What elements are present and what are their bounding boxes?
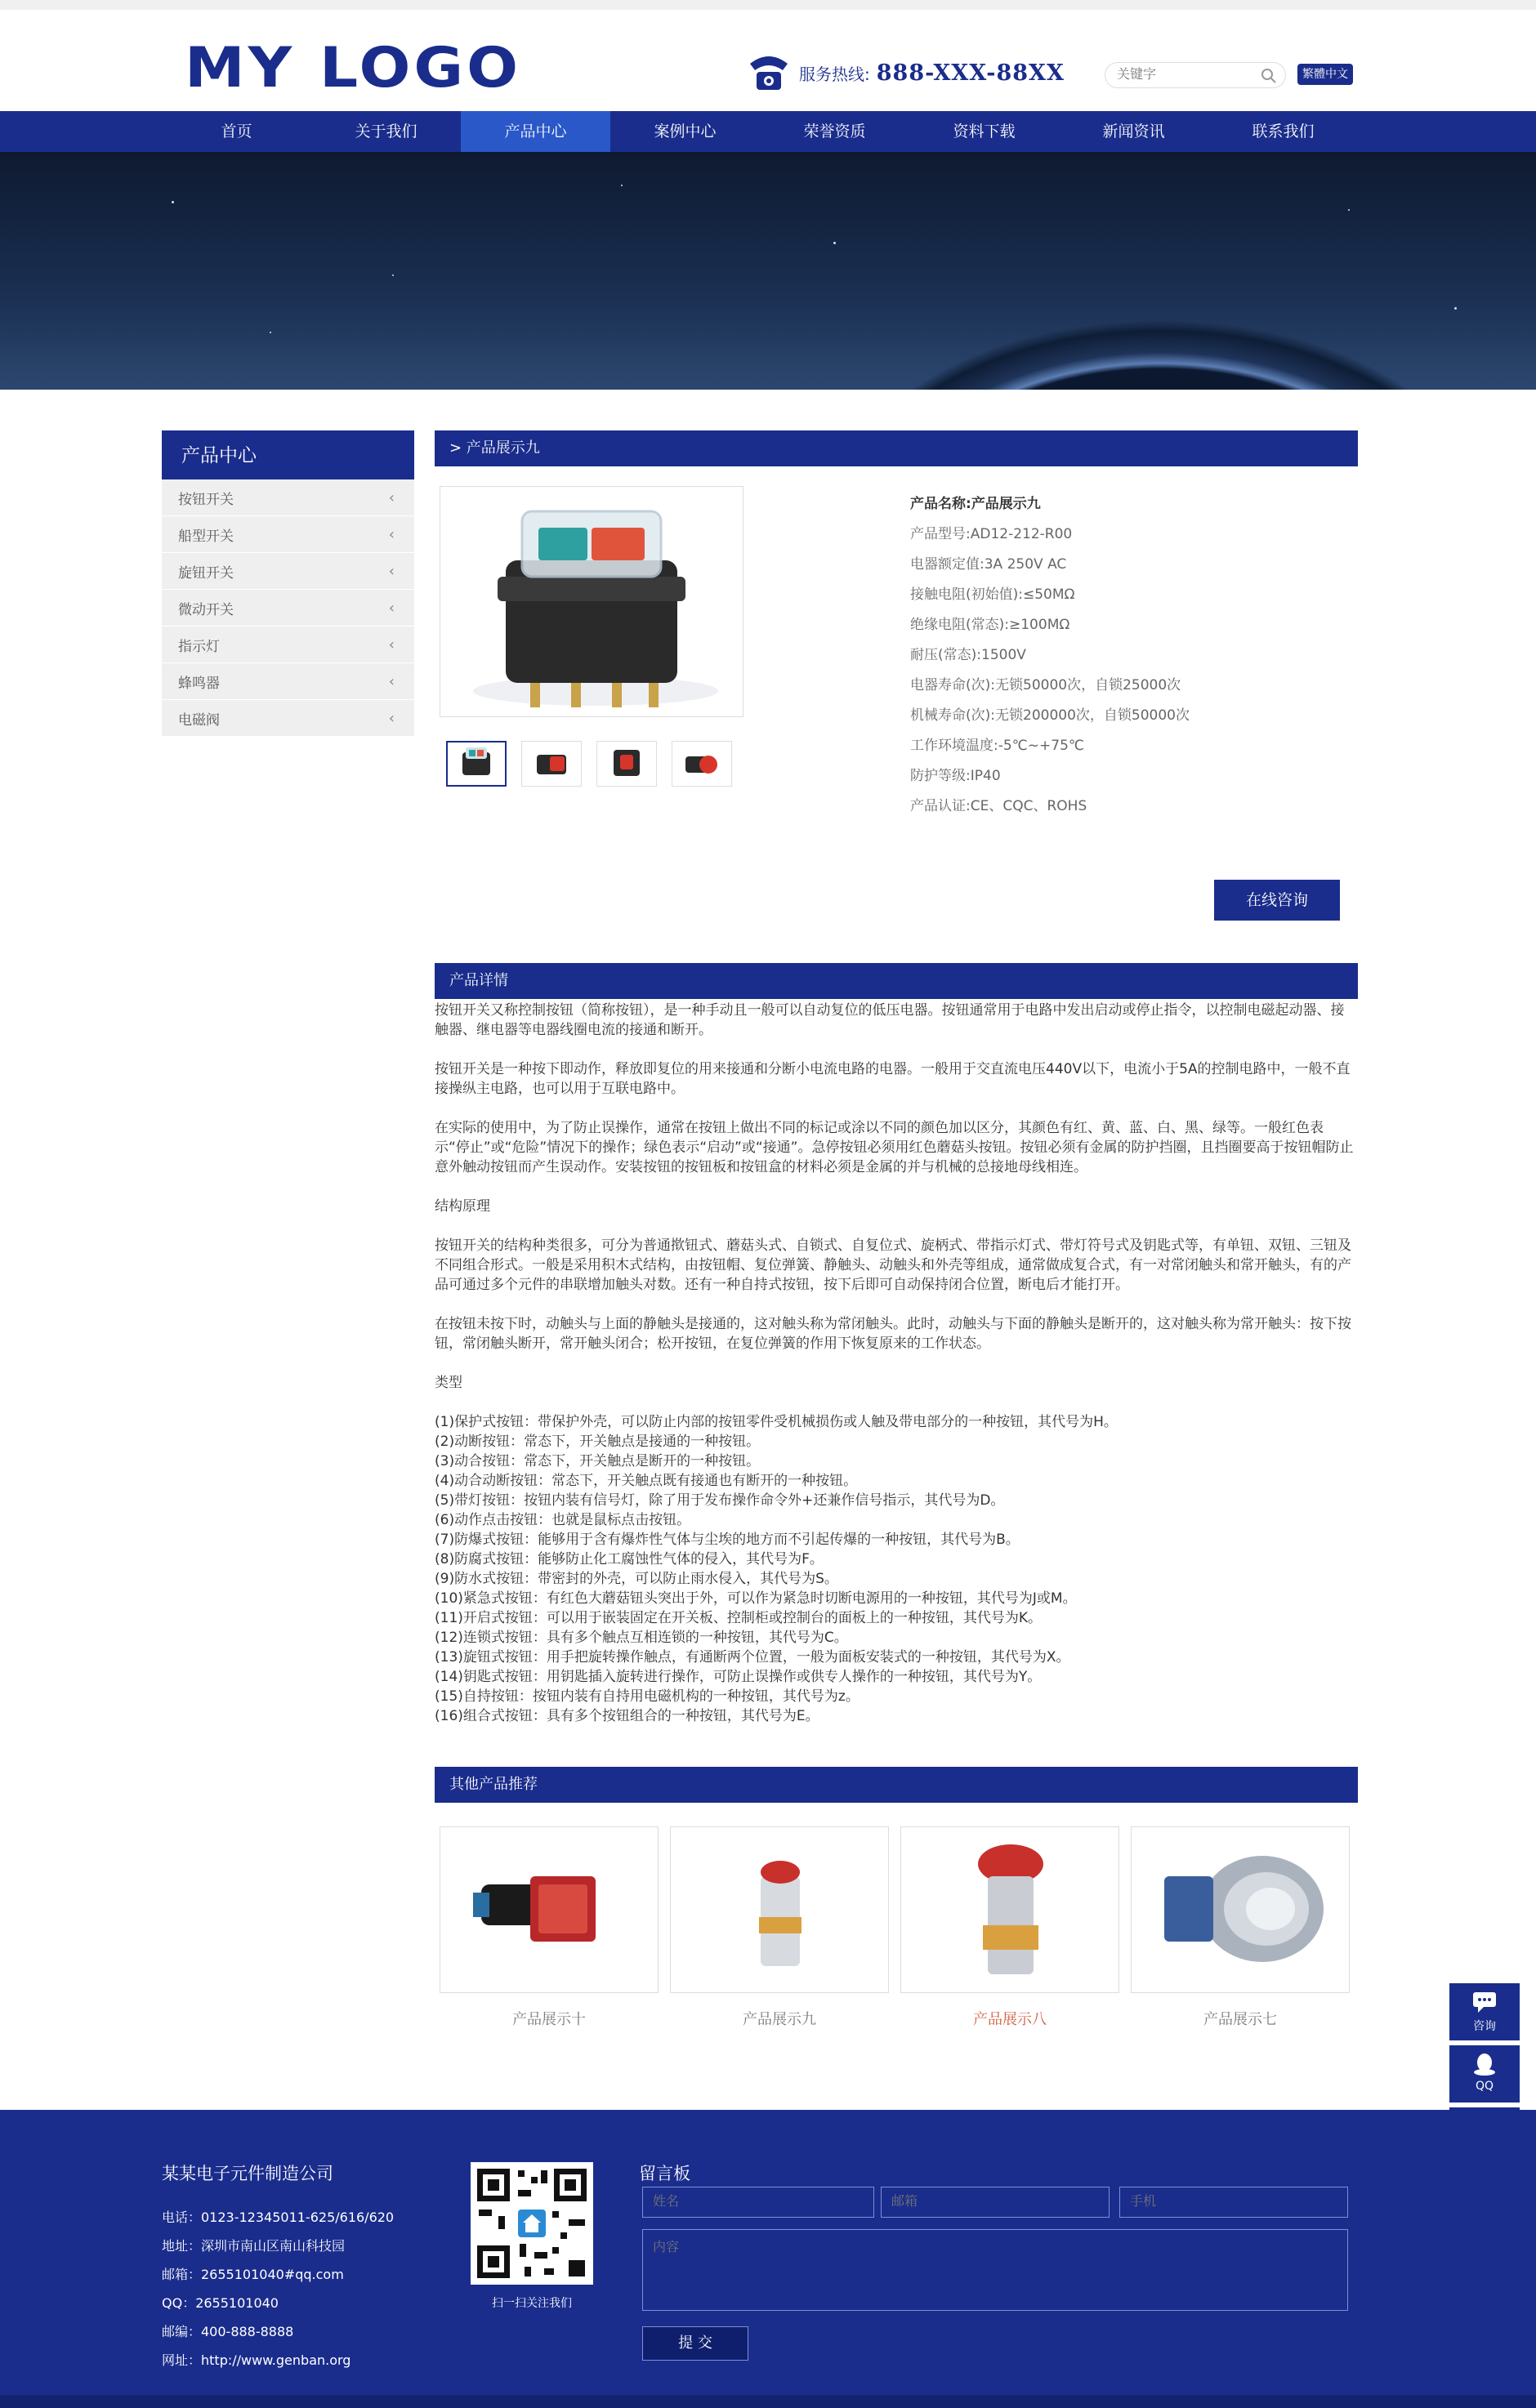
- recommend-list: [440, 1826, 1350, 2029]
- nav-item-about[interactable]: 关于我们: [355, 123, 417, 140]
- footer-info-line[interactable]: 网址：http://www.genban.org: [162, 2352, 351, 2368]
- footer-info-line: 邮箱：2655101040#qq.com: [162, 2267, 344, 2282]
- sidebar-item-label: 旋钮开关: [178, 564, 234, 582]
- footer-company-name: 某某电子元件制造公司: [162, 2164, 333, 2183]
- sidebar: [162, 430, 414, 737]
- sidebar-item-rocker[interactable]: [162, 516, 414, 553]
- nav-item-news[interactable]: 新闻资讯: [1102, 123, 1165, 140]
- recommend-card[interactable]: [900, 1826, 1119, 2029]
- detail-paragraph: 按钮开关的结构种类很多，可分为普通揿钮式、蘑菇头式、自锁式、自复位式、旋柄式、带指示灯式、带灯符号式及钥匙式等，有单钮、双钮、三钮及不同组合形式。一般是采用积木式结构，由按钮帽、复位弹簧、静触头、动触头和外壳等组成，通常做成复合式，有一对常闭触头和常开触头，有的产品可通过多个元件的串联增加触头对数。还有一种自持式按钮，按下后即可自动保持闭合位置，断电后才能打开。: [435, 1237, 1351, 1293]
- detail-heading: 类型: [435, 1375, 462, 1391]
- list-item: (9)防水式按钮：带密封的外壳，可以防止雨水侵入，其代号为S。: [435, 1571, 838, 1587]
- phone-icon: [745, 52, 793, 93]
- thumbnail-3[interactable]: [596, 741, 657, 787]
- chevron-left-icon: ‹: [388, 709, 395, 727]
- recommend-image[interactable]: [900, 1826, 1119, 1993]
- list-item: (16)组合式按钮：具有多个按钮组合的一种按钮，其代号为E。: [435, 1708, 819, 1724]
- list-item: (6)动作点击按钮：也就是鼠标点击按钮。: [435, 1512, 691, 1528]
- banner-image: [0, 152, 1536, 390]
- list-item: (13)旋钮式按钮：用手把旋转操作触点，有通断两个位置，一般为面板安装式的一种按钮，其代号为X。: [435, 1649, 1070, 1666]
- spec-row: 绝缘电阻(常态):≥100MΩ: [910, 617, 1070, 633]
- email-field[interactable]: [881, 2187, 1110, 2218]
- recommend-image[interactable]: [440, 1826, 659, 1993]
- main-nav: [0, 111, 1536, 152]
- detail-paragraph: 按钮开关是一种按下即动作，释放即复位的用来接通和分断小电流电路的电器。一般用于交直流电压440V以下，电流小于5A的控制电路中，一般不直接操纵主电路，也可以用于互联电路中。: [435, 1061, 1351, 1097]
- spec-row: 耐压(常态):1500V: [910, 647, 1026, 663]
- sidebar-item-indicator[interactable]: [162, 627, 414, 663]
- recommend-caption[interactable]: 产品展示十: [512, 2011, 586, 2028]
- spec-row: 防护等级:IP40: [910, 768, 1001, 784]
- detail-section-title: 产品详情: [435, 963, 1358, 999]
- spec-row: 产品认证:CE、CQC、ROHS: [910, 798, 1087, 814]
- thumbnail-2[interactable]: [521, 741, 582, 787]
- spec-row: 电器额定值:3A 250V AC: [910, 556, 1067, 573]
- chevron-left-icon: ‹: [388, 562, 395, 580]
- nav-item-products[interactable]: 产品中心: [461, 111, 610, 152]
- footer-info-line: 电话：0123-12345011-625/616/620: [162, 2210, 395, 2225]
- nav-item-honors[interactable]: 荣誉资质: [803, 123, 866, 140]
- sidebar-item-label: 蜂鸣器: [178, 675, 220, 692]
- recommend-section-title: 其他产品推荐: [435, 1767, 1358, 1803]
- breadcrumb: > 产品展示九: [435, 430, 1358, 466]
- message-board-title: 留言板: [639, 2164, 690, 2183]
- detail-paragraph: 在按钮未按下时，动触头与上面的静触头是接通的，这对触头称为常闭触头。此时，动触头与下面的静触头是断开的，这对触头称为常开触头：按下按钮，常闭触头断开，常开触头闭合；松开按钮，在复位弹簧的作用下恢复原来的工作状态。: [435, 1316, 1351, 1352]
- footer: [0, 2110, 1536, 2408]
- detail-heading: 结构原理: [435, 1198, 490, 1215]
- list-item: (2)动断按钮：常态下，开关触点是接通的一种按钮。: [435, 1434, 761, 1450]
- sidebar-item-label: 指示灯: [178, 638, 220, 655]
- list-item: (15)自持按钮：按钮内装有自持用电磁机构的一种按钮，其代号为z。: [435, 1688, 860, 1705]
- language-switch-button[interactable]: 繁體中文: [1297, 64, 1353, 85]
- sidebar-item-buzzer[interactable]: [162, 663, 414, 700]
- recommend-image[interactable]: [670, 1826, 889, 1993]
- sidebar-item-solenoid[interactable]: [162, 700, 414, 737]
- spec-row: 机械寿命(次):无锁200000次，自锁50000次: [910, 707, 1190, 724]
- recommend-caption[interactable]: 产品展示八: [973, 2011, 1047, 2028]
- sidebar-item-label: 船型开关: [178, 528, 234, 545]
- recommend-card[interactable]: [670, 1826, 889, 2029]
- nav-item-cases[interactable]: 案例中心: [654, 123, 717, 140]
- detail-paragraph: 按钮开关又称控制按钮（简称按钮），是一种手动且一般可以自动复位的低压电器。按钮通常用于电路中发出启动或停止指令，以控制电磁起动器、接触器、继电器等电器线圈电流的接通和断开。: [435, 1002, 1345, 1038]
- sidebar-item-push-button[interactable]: [162, 479, 414, 516]
- search-icon[interactable]: [1261, 68, 1277, 84]
- online-consult-button[interactable]: 在线咨询: [1214, 880, 1340, 921]
- site-logo[interactable]: MY LOGO: [185, 35, 522, 100]
- header: [0, 10, 1536, 111]
- content-field[interactable]: [642, 2229, 1348, 2311]
- footer-info-line: QQ：2655101040: [162, 2295, 279, 2311]
- recommend-caption[interactable]: 产品展示七: [1203, 2011, 1277, 2028]
- float-qq-button[interactable]: [1449, 2045, 1520, 2103]
- search-box: [1105, 62, 1286, 88]
- float-qq-label: QQ: [1475, 2080, 1494, 2093]
- detail-paragraph: 在实际的使用中，为了防止误操作，通常在按钮上做出不同的标记或涂以不同的颜色加以区分，其颜色有红、黄、蓝、白、黑、绿等。一般红色表示“停止”或“危险”情况下的操作；绿色表示“启动”或“接通”。急停按钮必须用红色蘑菇头按钮。按钮必须有金属的防护挡圈，且挡圈要高于按钮帽防止意外触动按钮而产生误动作。安装按钮的按钮板和按钮盒的材料必须是金属的并与机械的总接地母线相连。: [435, 1120, 1354, 1175]
- sidebar-item-label: 微动开关: [178, 601, 234, 618]
- list-item: (7)防爆式按钮：能够用于含有爆炸性气体与尘埃的地方而不引起传爆的一种按钮，其代号为B。: [435, 1532, 1020, 1548]
- thumbnail-1[interactable]: [446, 741, 507, 787]
- list-item: (10)紧急式按钮：有红色大蘑菇钮头突出于外，可以作为紧急时切断电源用的一种按钮，其代号为J或M。: [435, 1590, 1077, 1607]
- footer-info-line: 地址：深圳市南山区南山科技园: [162, 2238, 346, 2254]
- thumbnail-strip: [446, 741, 732, 787]
- top-strip: [0, 0, 1536, 10]
- spec-row: 工作环境温度:-5℃~+75℃: [910, 738, 1084, 754]
- footer-info-line: 邮编：400-888-8888: [162, 2324, 294, 2339]
- chat-icon: [1471, 1990, 1498, 2014]
- phone-field[interactable]: [1119, 2187, 1348, 2218]
- list-item: (12)连锁式按钮：具有多个触点互相连锁的一种按钮，其代号为C。: [435, 1630, 848, 1646]
- nav-item-contact[interactable]: 联系我们: [1252, 123, 1315, 140]
- chevron-left-icon: ‹: [388, 672, 395, 690]
- hotline-number: 888-XXX-88XX: [876, 60, 1065, 86]
- sidebar-item-label: 按钮开关: [178, 491, 234, 508]
- product-main-image[interactable]: [440, 486, 743, 717]
- nav-item-downloads[interactable]: 资料下载: [953, 123, 1016, 140]
- recommend-caption[interactable]: 产品展示九: [743, 2011, 816, 2028]
- recommend-image[interactable]: [1131, 1826, 1350, 1993]
- chevron-left-icon: ‹: [388, 525, 395, 543]
- float-consult-label: 咨询: [1473, 2020, 1496, 2033]
- submit-button[interactable]: 提 交: [642, 2326, 748, 2361]
- sidebar-item-label: 电磁阀: [178, 711, 220, 729]
- chevron-left-icon: ‹: [388, 599, 395, 617]
- footer-contact-info: [162, 2203, 394, 2375]
- thumbnail-4[interactable]: [672, 741, 732, 787]
- nav-item-home[interactable]: 首页: [221, 123, 252, 140]
- list-item: (14)钥匙式按钮：用钥匙插入旋转进行操作，可防止误操作或供专人操作的一种按钮，其代号为Y。: [435, 1669, 1042, 1685]
- spec-row: 产品型号:AD12-212-R00: [910, 526, 1073, 542]
- spec-row: 产品名称:产品展示九: [910, 496, 1041, 512]
- list-item: (3)动合按钮：常态下，开关触点是断开的一种按钮。: [435, 1453, 761, 1469]
- qq-icon: [1471, 2052, 1498, 2076]
- list-item: (5)带灯按钮：按钮内装有信号灯，除了用于发布操作命令外+还兼作信号指示，其代号为D。: [435, 1492, 1005, 1509]
- name-field[interactable]: [642, 2187, 874, 2218]
- list-item: (4)动合动断按钮：常态下，开关触点既有接通也有断开的一种按钮。: [435, 1473, 858, 1489]
- recommend-card[interactable]: [440, 1826, 659, 2029]
- float-consult-button[interactable]: [1449, 1983, 1520, 2040]
- list-item: (1)保护式按钮：带保护外壳，可以防止内部的按钮零件受机械损伤或人触及带电部分的一种按钮，其代号为H。: [435, 1414, 1118, 1430]
- hotline-label: 服务热线:: [799, 64, 870, 84]
- chevron-left-icon: ‹: [388, 635, 395, 653]
- main-content: [435, 430, 1358, 2028]
- spec-row: 接触电阻(初始值):≤50MΩ: [910, 586, 1075, 603]
- sidebar-item-micro[interactable]: [162, 590, 414, 627]
- spec-row: 电器寿命(次):无锁50000次，自锁25000次: [910, 677, 1181, 693]
- list-item: (8)防腐式按钮：能够防止化工腐蚀性气体的侵入，其代号为F。: [435, 1551, 824, 1567]
- chevron-left-icon: ‹: [388, 488, 395, 506]
- search-input[interactable]: [1105, 63, 1244, 87]
- sidebar-item-rotary[interactable]: [162, 553, 414, 590]
- hotline: [745, 52, 1065, 93]
- footer-bottom-bar: [0, 2395, 1536, 2408]
- product-specs: [910, 489, 1190, 822]
- recommend-card[interactable]: [1131, 1826, 1350, 2029]
- list-item: (11)开启式按钮：可以用于嵌装固定在开关板、控制柜或控制台的面板上的一种按钮，其代号为K。: [435, 1610, 1043, 1626]
- qr-caption: 扫一扫关注我们: [492, 2297, 572, 2310]
- type-list: [435, 1412, 1358, 1726]
- sidebar-title: 产品中心: [162, 430, 414, 479]
- rocker-switch-image: [440, 487, 744, 718]
- qr-code: [471, 2162, 593, 2285]
- product-detail-text: [435, 1001, 1358, 1726]
